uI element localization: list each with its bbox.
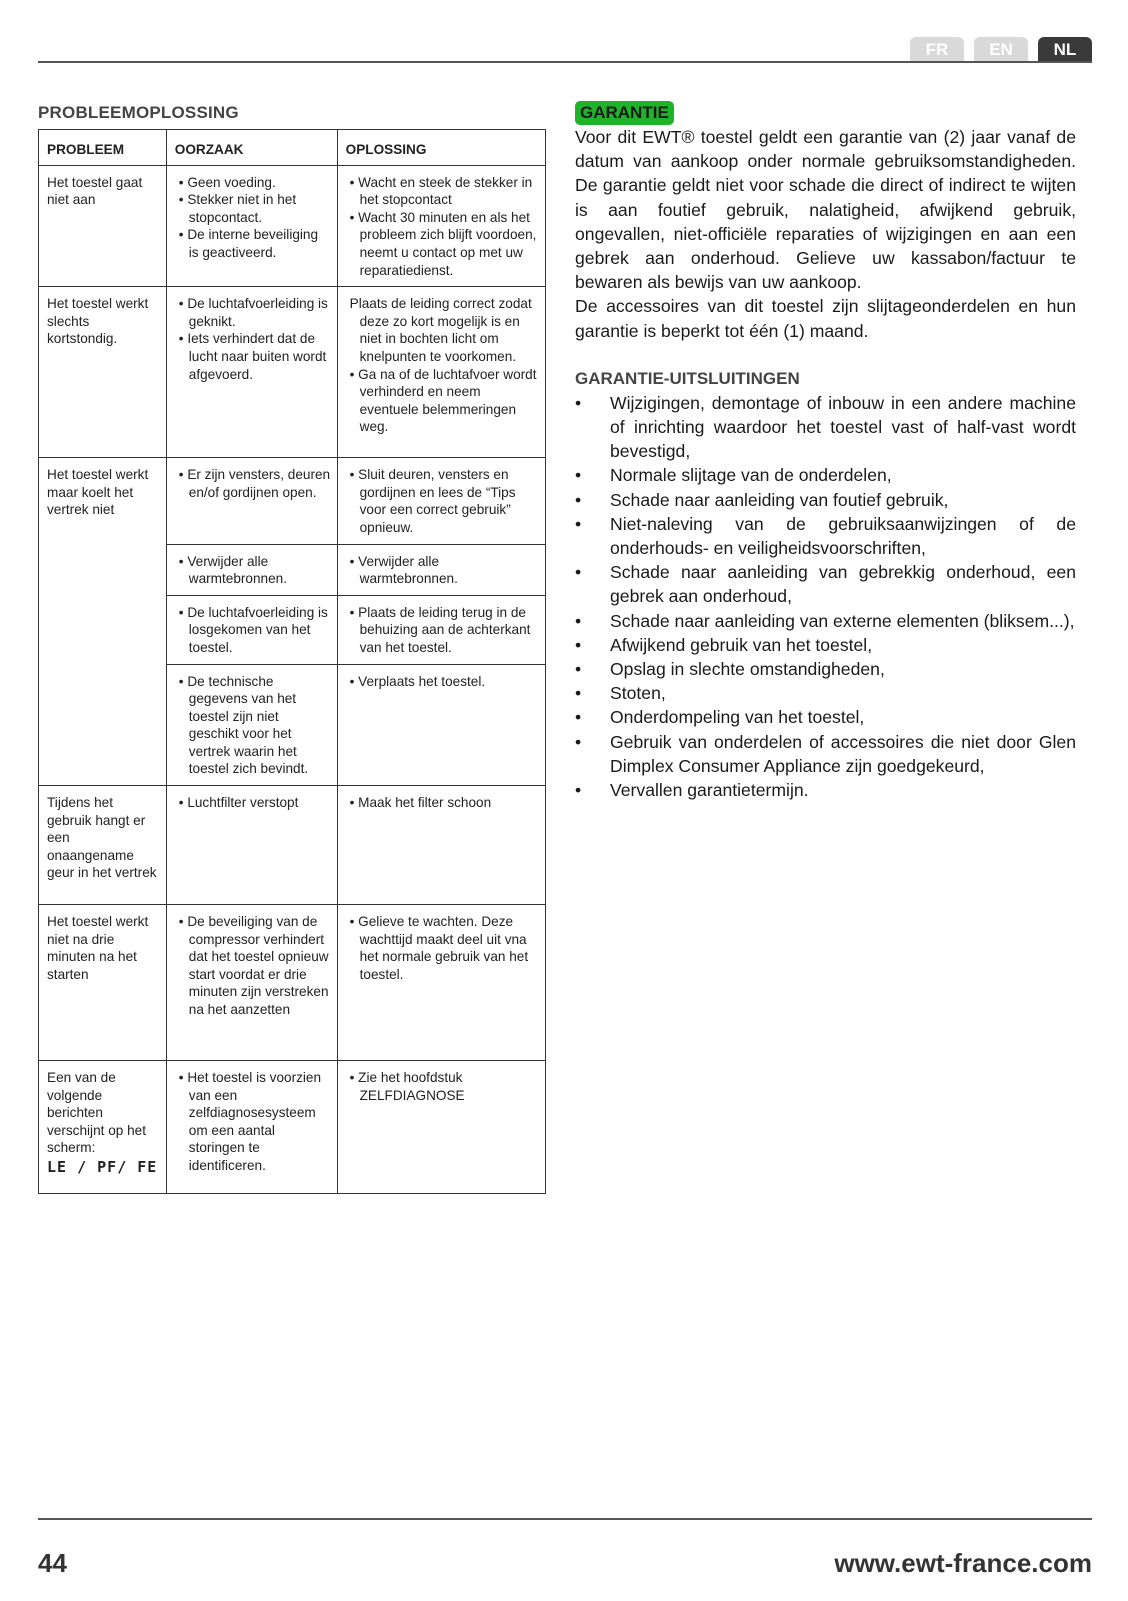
solution-item: • Verplaats het toestel.: [346, 673, 539, 691]
exclusions-list: [575, 391, 1076, 802]
list-item: • Vervallen garantietermijn.: [575, 778, 1076, 802]
column-header-solution: OPLOSSING: [337, 130, 545, 166]
solution-item: Plaats de leiding correct zodat deze zo kort mogelijk is en niet in bochten licht om knelpunten te voorkomen.: [349, 296, 532, 364]
column-header-problem: PROBLEEM: [39, 130, 167, 166]
table-row: [39, 165, 546, 287]
solution-cell: [337, 786, 545, 905]
list-item: • Afwijkend gebruik van het toestel,: [575, 633, 1076, 657]
solution-cell: [337, 595, 545, 664]
exclusions-heading: GARANTIE-UITSLUITINGEN: [575, 368, 800, 388]
list-item: • Niet-naleving van de gebruiksaanwijzingen of de onderhouds- en veiligheidsvoorschriften,: [575, 512, 1076, 560]
solution-cell: [337, 664, 545, 786]
solution-cell: [337, 165, 545, 287]
table-row: [39, 1061, 546, 1194]
cause-item: • De luchtafvoerleiding is geknikt.: [175, 295, 331, 330]
cause-cell: [166, 1061, 337, 1194]
warranty-paragraph: Voor dit EWT® toestel geldt een garantie van (2) jaar vanaf de datum van aankoop onder normale gebruiksomstandigheden. De garantie geldt niet voor schade die direct of indirect te wijten is aan foutief gebruik, nalatigheid, afwijkend gebruik, ongevallen, niet-officiële reparaties of wijzigingen en aan een gebrek aan onderhoud. Gelieve uw kassabon/factuur te bewaren als bewijs van uw aankoop.: [575, 127, 1076, 293]
cause-cell: [166, 287, 337, 458]
lang-tab-fr[interactable]: FR: [910, 37, 964, 61]
cause-item: • Geen voeding.: [175, 174, 331, 192]
lang-tab-en[interactable]: EN: [974, 37, 1028, 61]
list-item: • Schade naar aanleiding van gebrekkig onderhoud, een gebrek aan onderhoud,: [575, 560, 1076, 608]
error-codes: LE / PF/ FE: [47, 1158, 158, 1177]
table-row: [39, 786, 546, 905]
list-item: • Normale slijtage van de onderdelen,: [575, 463, 1076, 487]
troubleshooting-table: [38, 129, 546, 1194]
solution-item: • Maak het filter schoon: [346, 794, 539, 812]
solution-item: • Ga na of de luchtafvoer wordt verhinderd en neem eventuele belemmeringen weg.: [346, 366, 539, 436]
solution-cell: [337, 287, 545, 458]
page-number: 44: [38, 1548, 67, 1578]
solution-item: • Plaats de leiding terug in de behuizing aan de achterkant van het toestel.: [346, 604, 539, 657]
table-row: [39, 458, 546, 544]
list-item: • Stoten,: [575, 681, 1076, 705]
list-item: • Opslag in slechte omstandigheden,: [575, 657, 1076, 681]
cause-item: • Verwijder alle warmtebronnen.: [175, 553, 331, 588]
warranty-heading: GARANTIE: [575, 101, 674, 125]
footer-divider: [38, 1518, 1092, 1520]
problem-cell: Het toestel gaat niet aan: [39, 165, 167, 287]
list-item: • Wijzigingen, demontage of inbouw in een andere machine of inrichting waardoor het toestel vast of half-vast wordt bevestigd,: [575, 391, 1076, 464]
list-item: • Gebruik van onderdelen of accessoires die niet door Glen Dimplex Consumer Appliance zijn goedgekeurd,: [575, 730, 1076, 778]
column-header-cause: OORZAAK: [166, 130, 337, 166]
problem-text: Een van de volgende berichten verschijnt op het scherm:: [47, 1070, 146, 1156]
website-link[interactable]: www.ewt-france.com: [834, 1548, 1092, 1578]
cause-item: • De technische gegevens van het toestel zijn niet geschikt voor het vertrek waarin het toestel zich bevindt.: [175, 673, 331, 779]
cause-cell: [166, 905, 337, 1061]
solution-item: • Wacht 30 minuten en als het probleem zich blijft voordoen, neemt u contact op met uw reparatiedienst.: [346, 209, 539, 279]
list-item: • Schade naar aanleiding van foutief gebruik,: [575, 488, 1076, 512]
warranty-accessories-paragraph: De accessoires van dit toestel zijn slijtageonderdelen en hun garantie is beperkt tot één (1) maand.: [575, 296, 1076, 341]
solution-cell: [337, 458, 545, 544]
list-item: • Onderdompeling van het toestel,: [575, 705, 1076, 729]
troubleshooting-heading: PROBLEEMOPLOSSING: [38, 103, 239, 122]
cause-item: • Er zijn vensters, deuren en/of gordijnen open.: [175, 466, 331, 501]
table-row: [39, 905, 546, 1061]
problem-cell: Het toestel werkt slechts kortstondig.: [39, 287, 167, 458]
solution-item: • Zie het hoofdstuk ZELFDIAGNOSE: [346, 1069, 539, 1104]
header-divider: [38, 61, 1092, 63]
problem-cell: Het toestel werkt maar koelt het vertrek niet: [39, 458, 167, 786]
problem-cell: Het toestel werkt niet na drie minuten na het starten: [39, 905, 167, 1061]
solution-item: • Verwijder alle warmtebronnen.: [346, 553, 539, 588]
cause-item: • Stekker niet in het stopcontact.: [175, 191, 331, 226]
warranty-section: [575, 100, 1076, 802]
cause-cell: [166, 544, 337, 595]
solution-item: • Gelieve te wachten. Deze wachttijd maakt deel uit vna het normale gebruik van het toestel.: [346, 913, 539, 983]
cause-item: • De interne beveiliging is geactiveerd.: [175, 226, 331, 261]
list-item: • Schade naar aanleiding van externe elementen (bliksem...),: [575, 609, 1076, 633]
cause-item: • De beveiliging van de compressor verhindert dat het toestel opnieuw start voordat er drie minuten zijn verstreken na het aanzetten: [175, 913, 331, 1019]
problem-cell: [39, 1061, 167, 1194]
lang-tab-nl[interactable]: NL: [1038, 37, 1092, 61]
language-tabs: [910, 37, 1092, 61]
solution-item: • Sluit deuren, vensters en gordijnen en lees de “Tips voor een correct gebruik” opnieuw.: [346, 466, 539, 536]
cause-cell: [166, 786, 337, 905]
table-header-row: [39, 130, 546, 166]
solution-cell: [337, 1061, 545, 1194]
solution-cell: [337, 544, 545, 595]
cause-cell: [166, 664, 337, 786]
cause-cell: [166, 165, 337, 287]
cause-cell: [166, 595, 337, 664]
cause-cell: [166, 458, 337, 544]
table-row: [39, 287, 546, 458]
solution-item: • Wacht en steek de stekker in het stopcontact: [346, 174, 539, 209]
cause-item: • Luchtfilter verstopt: [175, 794, 331, 812]
solution-cell: [337, 905, 545, 1061]
cause-item: • De luchtafvoerleiding is losgekomen van het toestel.: [175, 604, 331, 657]
cause-item: • Het toestel is voorzien van een zelfdiagnosesysteem om een aantal storingen te identificeren.: [175, 1069, 331, 1175]
problem-cell: Tijdens het gebruik hangt er een onaangename geur in het vertrek: [39, 786, 167, 905]
cause-item: • Iets verhindert dat de lucht naar buiten wordt afgevoerd.: [175, 330, 331, 383]
